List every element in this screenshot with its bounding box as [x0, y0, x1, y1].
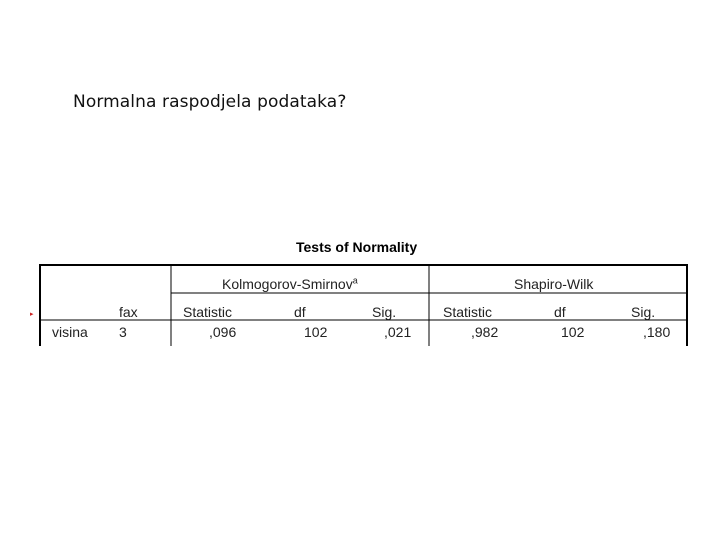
- header-sw-sig: Sig.: [631, 304, 656, 320]
- row-group: 3: [119, 324, 127, 340]
- header-fax: fax: [119, 304, 138, 320]
- row-ks-statistic: ,096: [209, 324, 237, 340]
- slide-title: Normalna raspodjela podataka?: [73, 92, 347, 112]
- row-sw-df: 102: [561, 324, 585, 340]
- header-ks-label: Kolmogorov-Smirnov: [222, 276, 353, 292]
- row-marker-icon: ▸: [30, 311, 34, 318]
- header-ks-sig: Sig.: [372, 304, 397, 320]
- header-sw-df: df: [554, 304, 566, 320]
- header-ks-footnote: a: [352, 275, 358, 286]
- row-sw-statistic: ,982: [471, 324, 499, 340]
- header-ks: [222, 276, 358, 292]
- row-variable: visina: [52, 324, 88, 340]
- header-ks-statistic: Statistic: [183, 304, 233, 320]
- header-sw-statistic: Statistic: [443, 304, 493, 320]
- row-sw-sig: ,180: [643, 324, 671, 340]
- row-ks-sig: ,021: [384, 324, 412, 340]
- header-ks-df: df: [294, 304, 306, 320]
- table-title: Tests of Normality: [296, 239, 418, 255]
- header-sw: Shapiro-Wilk: [514, 276, 594, 292]
- row-ks-df: 102: [304, 324, 328, 340]
